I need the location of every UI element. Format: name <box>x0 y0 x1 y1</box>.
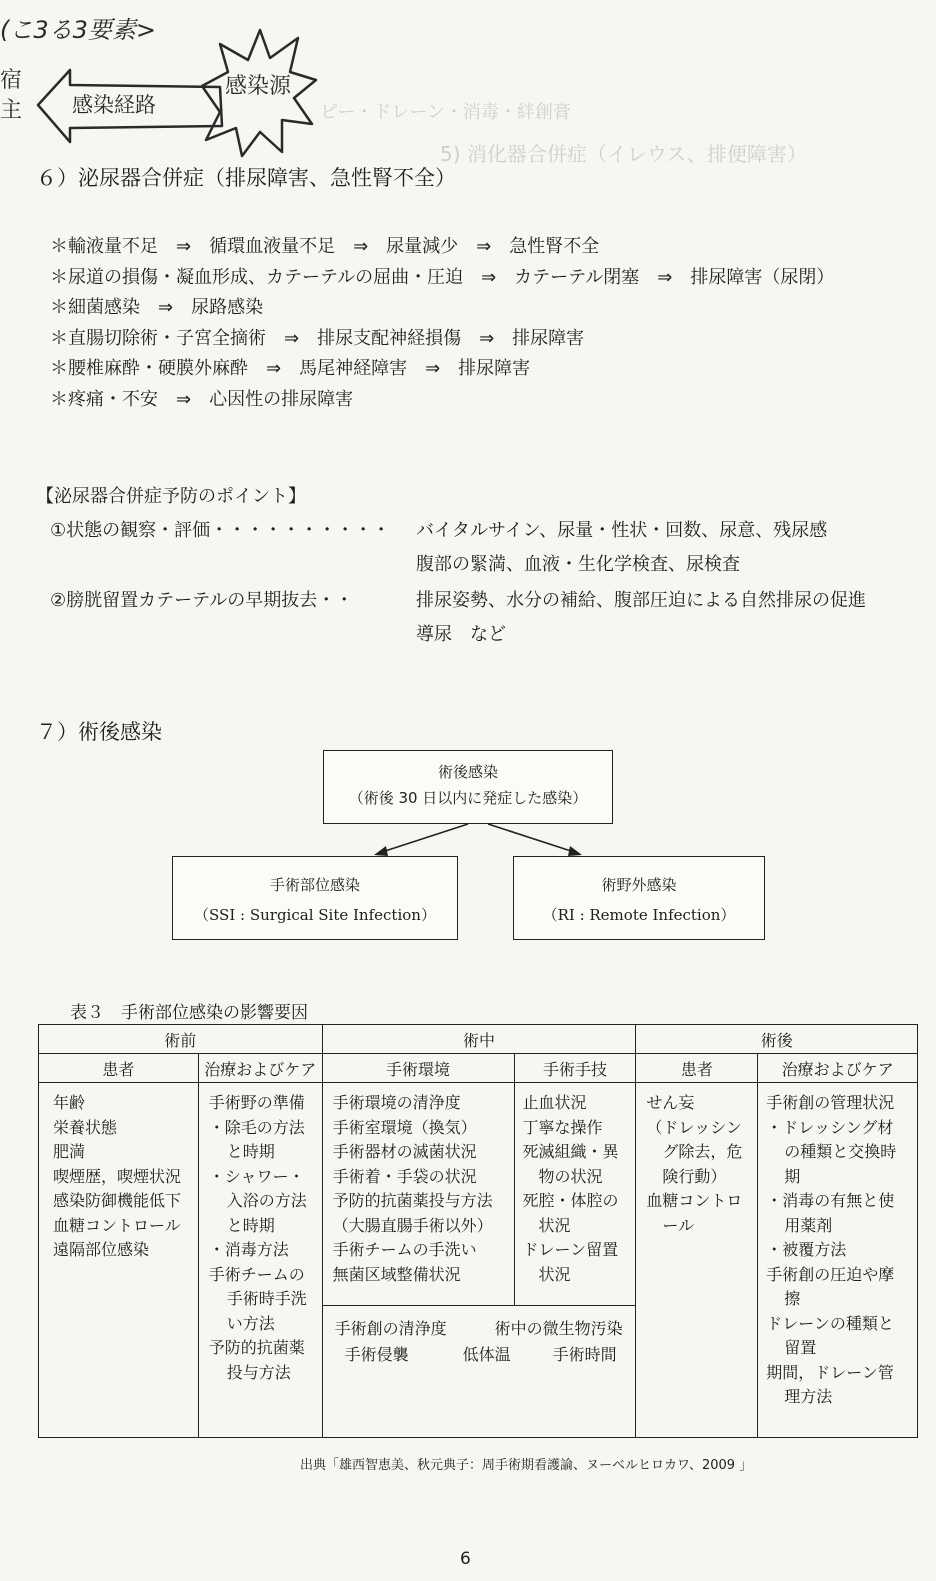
cell-line: 手術野の準備 <box>208 1093 305 1112</box>
cell-line: 喫煙歴，喫煙状況 <box>53 1166 182 1186</box>
intra-env-list <box>323 1083 514 1291</box>
cell-line: 手術侵襲 <box>344 1345 409 1364</box>
cell-line: ・被覆方法 <box>766 1240 847 1259</box>
list-item: ＊疼痛・不安 ⇒ 心因性の排尿障害 <box>50 388 354 410</box>
diagram-box-title: 手術部位感染 <box>269 876 360 894</box>
diagram-arrows <box>370 822 590 858</box>
diagram-box-subtitle: （RI : Remote Infection） <box>542 906 736 924</box>
column-header: 治療およびケア <box>758 1054 918 1083</box>
cell-line: ・消毒方法 <box>208 1240 289 1259</box>
column-header: 手術環境 <box>322 1054 514 1083</box>
point-1-label: ①状態の観察・評価・・・・・・・・・・ <box>50 520 391 541</box>
bleed-through-line: 5) 消化器合併症（イレウス、排便障害） <box>440 142 807 166</box>
cell-line: 肥満 <box>53 1142 86 1161</box>
cell-line: 擦 <box>784 1289 801 1308</box>
cell-line: 状況 <box>538 1215 571 1235</box>
list-item: ＊直腸切除術・子宮全摘術 ⇒ 排尿支配神経損傷 ⇒ 排尿障害 <box>50 327 585 349</box>
cell-line: ・除毛の方法 <box>208 1117 305 1137</box>
table-3 <box>38 1024 918 1438</box>
cell-line: 無菌区域整備状況 <box>332 1264 461 1284</box>
diagram-box-remote-infection <box>513 856 765 940</box>
column-header: 患者 <box>636 1054 758 1083</box>
group-header: 術中 <box>322 1025 636 1054</box>
column-header: 患者 <box>39 1054 199 1083</box>
diagram-box-subtitle: （術後 30 日以内に発症した感染） <box>348 789 588 807</box>
table-cell <box>636 1083 758 1438</box>
group-header: 術前 <box>39 1025 323 1054</box>
section-6-list <box>50 232 834 415</box>
point-2-text-2: 導尿 など <box>416 624 506 645</box>
table-cell <box>758 1083 918 1438</box>
point-2-label: ②膀胱留置カテーテルの早期抜去・・ <box>50 590 354 611</box>
cell-line: の種類と交換時 <box>784 1142 897 1161</box>
cell-line: 手術チームの手洗い <box>332 1240 477 1259</box>
point-2-text: 排尿姿勢、水分の補給、腹部圧迫による自然排尿の促進 <box>416 590 866 611</box>
cell-line: 死滅組織・異 <box>522 1142 619 1161</box>
bleed-through-line: ピー・ドレーン・消毒・絆創膏 <box>320 102 571 123</box>
cell-line: 状況 <box>538 1264 571 1284</box>
cell-line: ール <box>662 1215 695 1235</box>
cell-line: （大腸直腸手術以外） <box>332 1215 493 1235</box>
table-3-title: 表３ 手術部位感染の影響要因 <box>70 1003 308 1023</box>
prevention-points-title: 【泌尿器合併症予防のポイント】 <box>36 486 306 507</box>
point-1-text-2: 腹部の緊満、血液・生化学検査、尿検査 <box>416 554 740 575</box>
cell-line: ・ドレッシング材 <box>766 1117 894 1137</box>
cell-line: 物の状況 <box>538 1166 603 1186</box>
cell-line: 手術時間 <box>552 1345 617 1364</box>
cell-line: 手術創の圧迫や摩 <box>766 1264 895 1284</box>
diagram-box-title: 術後感染 <box>437 763 498 781</box>
cell-line: 血糖コントロール <box>53 1215 181 1235</box>
list-item: ＊輸液量不足 ⇒ 循環血液量不足 ⇒ 尿量減少 ⇒ 急性腎不全 <box>50 236 600 257</box>
cell-line: 手術環境の清浄度 <box>332 1093 461 1112</box>
cell-line: 遠隔部位感染 <box>53 1240 150 1259</box>
cell-line: い方法 <box>226 1313 275 1333</box>
table-cell <box>39 1083 199 1438</box>
table-cell <box>514 1083 636 1306</box>
cell-line: 手術室環境（換気） <box>332 1117 477 1137</box>
cell-line: （ドレッシン <box>646 1117 742 1137</box>
cell-line: 丁寧な操作 <box>522 1117 603 1137</box>
cell-line: 手術器材の滅菌状況 <box>332 1142 477 1161</box>
section-6-title: ６）泌尿器合併症（排尿障害、急性腎不全） <box>36 166 456 190</box>
cell-line: ドレーンの種類と <box>766 1313 894 1333</box>
cell-line: 用薬剤 <box>784 1215 833 1235</box>
cell-line: 止血状況 <box>522 1093 587 1112</box>
cell-line: 留置 <box>784 1338 817 1357</box>
handwritten-note: (こ3る3要素> <box>0 16 157 44</box>
cell-line: 術中の微生物汚染 <box>494 1319 623 1338</box>
table-cell <box>322 1083 514 1306</box>
cell-line: 手術創の清浄度 <box>334 1319 447 1338</box>
cell-line: グ除去，危 <box>662 1142 743 1161</box>
point-1-text: バイタルサイン、尿量・性状・回数、尿意、残尿感 <box>416 520 828 541</box>
cell-line: 期 <box>784 1166 801 1186</box>
handwritten-arrow-label: 感染経路 <box>72 93 156 117</box>
cell-line: 手術創の管理状況 <box>766 1093 895 1112</box>
cell-line: と時期 <box>226 1142 275 1161</box>
list-item: ＊細菌感染 ⇒ 尿路感染 <box>50 297 264 318</box>
cell-line: 血糖コントロ <box>646 1191 743 1210</box>
cell-line: 理方法 <box>784 1387 833 1406</box>
cell-line: と時期 <box>226 1215 275 1235</box>
cell-line: 予防的抗菌薬 <box>208 1338 305 1357</box>
cell-line: 予防的抗菌薬投与方法 <box>332 1191 493 1210</box>
cell-line: 険行動） <box>662 1166 727 1186</box>
diagram-box-title: 術野外感染 <box>601 876 677 894</box>
cell-line: 死腔・体腔の <box>522 1191 619 1210</box>
diagram-box-postop-infection <box>323 750 613 824</box>
cell-line: 栄養状態 <box>53 1117 118 1137</box>
column-header: 治療およびケア <box>198 1054 322 1083</box>
pre-patient-list <box>39 1083 198 1267</box>
cell-line: せん妄 <box>646 1093 695 1112</box>
diagram-box-subtitle: （SSI : Surgical Site Infection） <box>194 906 436 924</box>
diagram-box-ssi <box>172 856 458 940</box>
page-number: 6 <box>460 1549 471 1569</box>
intra-tech-list <box>515 1083 636 1291</box>
table-cell <box>198 1083 322 1438</box>
cell-line: ドレーン留置 <box>522 1240 619 1259</box>
cell-line: ・消毒の有無と使 <box>766 1191 895 1210</box>
post-patient-list <box>636 1083 757 1242</box>
cell-line: 手術着・手袋の状況 <box>332 1166 477 1186</box>
group-header: 術後 <box>636 1025 918 1054</box>
handwritten-host: 宿主 <box>0 68 23 123</box>
cell-line: 手術時手洗 <box>226 1289 307 1308</box>
intra-common-factors <box>323 1306 636 1372</box>
handwritten-burst-label: 感染源 <box>224 74 291 99</box>
post-care-list <box>758 1083 917 1414</box>
cell-line: 入浴の方法 <box>226 1191 307 1210</box>
source-citation: 出典「雄西智恵美、秋元典子：周手術期看護論、ヌーベルヒロカワ、2009 」 <box>300 1458 753 1473</box>
section-7-title: ７）術後感染 <box>36 720 162 744</box>
list-item: ＊腰椎麻酔・硬膜外麻酔 ⇒ 馬尾神経障害 ⇒ 排尿障害 <box>50 358 531 379</box>
cell-line: 感染防御機能低下 <box>53 1191 182 1210</box>
cell-line: 期間，ドレーン管 <box>766 1362 894 1382</box>
list-item: ＊尿道の損傷・凝血形成、カテーテルの屈曲・圧迫 ⇒ カテーテル閉塞 ⇒ 排尿障害（尿閉） <box>50 266 835 288</box>
column-header: 手術手技 <box>514 1054 636 1083</box>
cell-line: 手術チームの <box>208 1264 305 1284</box>
cell-line: 投与方法 <box>226 1362 291 1382</box>
cell-line: 低体温 <box>462 1345 511 1364</box>
cell-line: ・シャワー・ <box>208 1166 305 1186</box>
table-cell <box>322 1306 636 1438</box>
cell-line: 年齢 <box>53 1093 86 1112</box>
pre-care-list <box>199 1083 322 1389</box>
